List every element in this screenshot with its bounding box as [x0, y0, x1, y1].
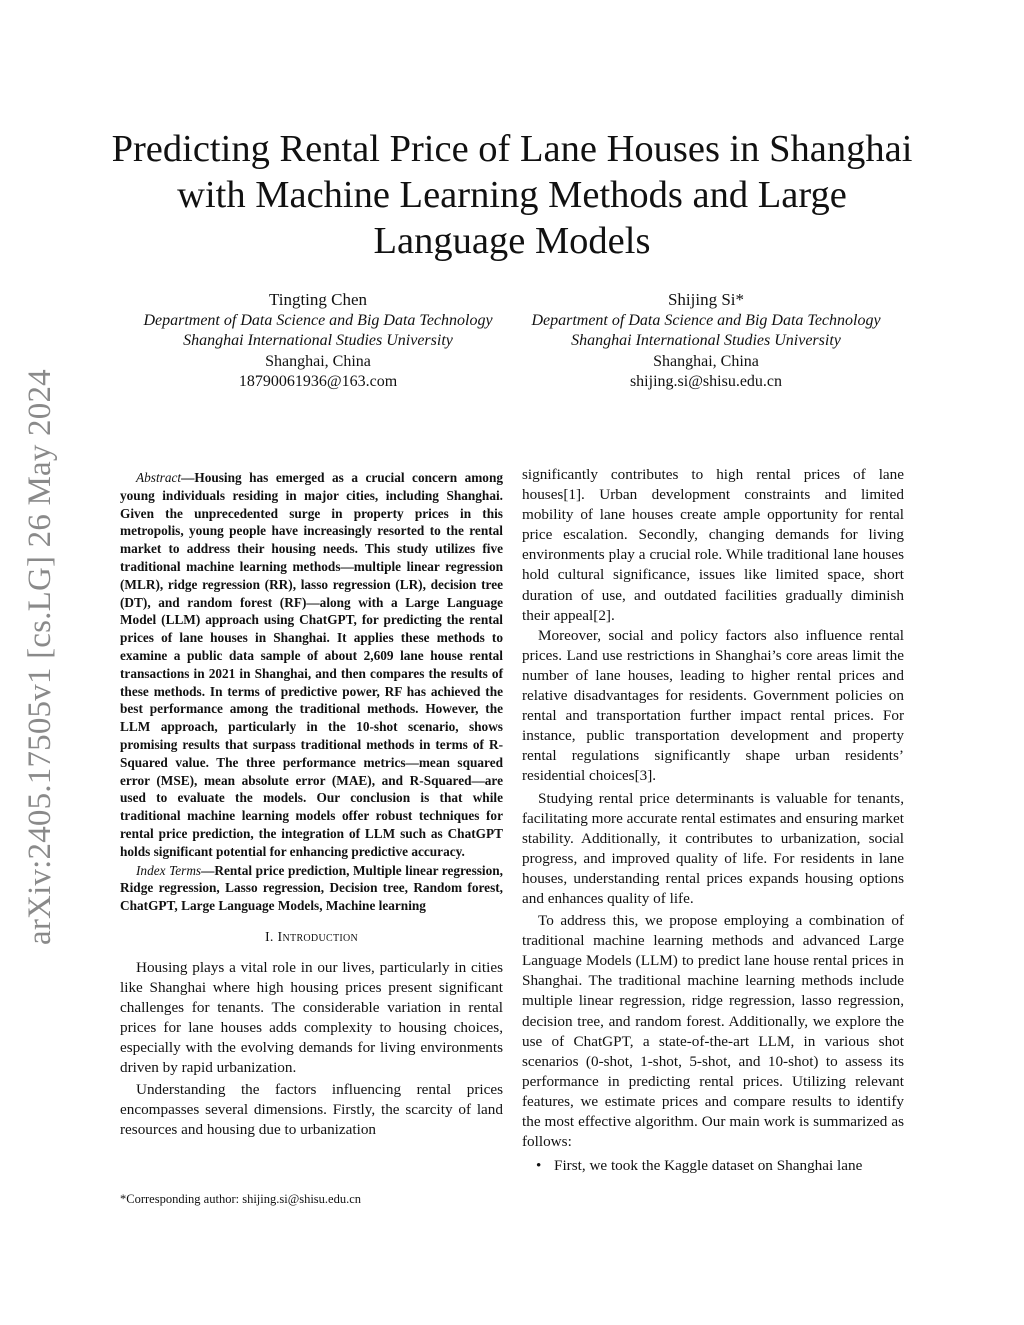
paragraph: significantly contributes to high rental prices of lane houses[1]. Urban development constraints and limited mobility of lane houses create ample opportunity for rental price escalation. Secondly, changing demands for living environments play a crucial role. While traditional lane houses hold cultural significance, issues like limited space, short duration of use, and outdated facilities gradually diminish their appeal[2].	[522, 466, 904, 624]
footnote-text: *Corresponding author: shijing.si@shisu.edu.cn	[120, 1192, 362, 1206]
right-column	[522, 465, 904, 1176]
arxiv-side-stamp: arXiv:2405.17505v1 [cs.LG] 26 May 2024	[22, 369, 58, 945]
author-email: 18790061936@163.com	[238, 373, 398, 391]
section-title: Introduction	[277, 929, 359, 945]
author-university: Shanghai International Studies University	[571, 332, 841, 350]
author-department: Department of Data Science and Big Data Technology	[143, 311, 493, 329]
list-item	[522, 1156, 904, 1176]
contribution-list	[522, 1156, 904, 1176]
index-terms-text: —Rental price prediction, Multiple linear regression, Ridge regression, Lasso regression, Decision tree, Random forest, ChatGPT, Large Language Models, Machine learning	[120, 862, 503, 914]
abstract	[120, 469, 503, 861]
abstract-label: Abstract	[136, 470, 182, 485]
author-name: Tingting Chen	[268, 290, 368, 309]
author-block-1	[116, 290, 520, 393]
author-block-2	[506, 290, 906, 393]
author-email: shijing.si@shisu.edu.cn	[629, 373, 783, 391]
abstract-text: —Housing has emerged as a crucial concern among young individuals residing in major cities, including Shanghai. Given the unprecedented surge in property prices in this metropolis, young people have increasingly resorted to the rental market to address their housing needs. This study utilizes five traditional machine learning methods—multiple linear regression (MLR), ridge regression (RR), lasso regression (LR), decision tree (DT), and random forest (RF)—along with a Large Language Model (LLM) approach using ChatGPT, for predicting the rental prices of lane houses in Shanghai. It applies these methods to examine a public data sample of about 2,609 lane house rental transactions in 2021 in Shanghai, and then compares the results of these methods. In terms of predictive power, RF has achieved the best performance among the traditional methods. However, the LLM approach, particularly in the 10-shot scenario, shows promising results that surpass traditional methods in terms of R-Squared value. The three performance metrics—mean squared error (MSE), mean absolute error (MAE), and R-Squared—are used to evaluate the models. Our conclusion is that while traditional machine learning models offer robust techniques for rental price prediction, the integration of LLM such as ChatGPT holds significant potential for enhancing predictive accuracy.	[120, 470, 503, 859]
author-university: Shanghai International Studies University	[183, 332, 453, 350]
section-number: I.	[264, 929, 274, 945]
paragraph: Understanding the factors influencing rental prices encompasses several dimensions. Firstly, the scarcity of land resources and housing due to urbanization	[120, 1080, 503, 1138]
footnote	[120, 1191, 503, 1207]
bullet-icon: •	[536, 1157, 542, 1175]
paragraph: Moreover, social and policy factors also influence rental prices. Land use restrictions in Shanghai’s core areas limit the number of lane houses, leading to higher rental prices and relative disadvantages for residents. Government policies on rental and transportation further impact rental prices. For instance, public transportation development and property rental regulations significantly shape urban residents’ residential choices[3].	[522, 626, 904, 785]
author-name: Shijing Si*	[667, 290, 745, 309]
section-heading-introduction	[120, 928, 503, 948]
paragraph: Housing plays a vital role in our lives, particularly in cities like Shanghai where high housing prices present significant challenges for tenants. The considerable variation in rental prices for lane houses adds complexity to housing choices, especially with the evolving demands for living environments driven by rapid urbanization.	[120, 959, 503, 1077]
author-location: Shanghai, China	[653, 352, 759, 370]
left-column	[120, 469, 503, 1140]
index-terms-label: Index Terms	[136, 862, 202, 878]
index-terms	[120, 862, 503, 915]
author-location: Shanghai, China	[265, 352, 371, 370]
paragraph: Studying rental price determinants is valuable for tenants, facilitating more accurate rental estimates and ensuring market stability. Additionally, it contributes to urbanization, social progress, and improved quality of life. For residents in lane houses, understanding rental prices expands housing options and enhances quality of life.	[522, 789, 904, 907]
list-item-text: First, we took the Kaggle dataset on Shanghai lane	[554, 1157, 863, 1175]
author-department: Department of Data Science and Big Data Technology	[531, 311, 881, 329]
paper-title: Predicting Rental Price of Lane Houses in Shanghai with Machine Learning Methods and Large Language Models	[111, 128, 913, 262]
paragraph: To address this, we propose employing a combination of traditional machine learning methods and advanced Large Language Models (LLM) to predict lane house rental prices in Shanghai. The traditional machine learning methods include multiple linear regression, ridge regression, lasso regression, decision tree, and random forest. Additionally, we explore the use of ChatGPT, a state-of-the-art LLM, in various shot scenarios (0-shot, 1-shot, 5-shot, and 10-shot) to assess its performance in predicting rental prices. Utilizing relevant features, we estimate prices and compare results to identify the most effective algorithm. Our main work is summarized as follows:	[522, 912, 904, 1151]
